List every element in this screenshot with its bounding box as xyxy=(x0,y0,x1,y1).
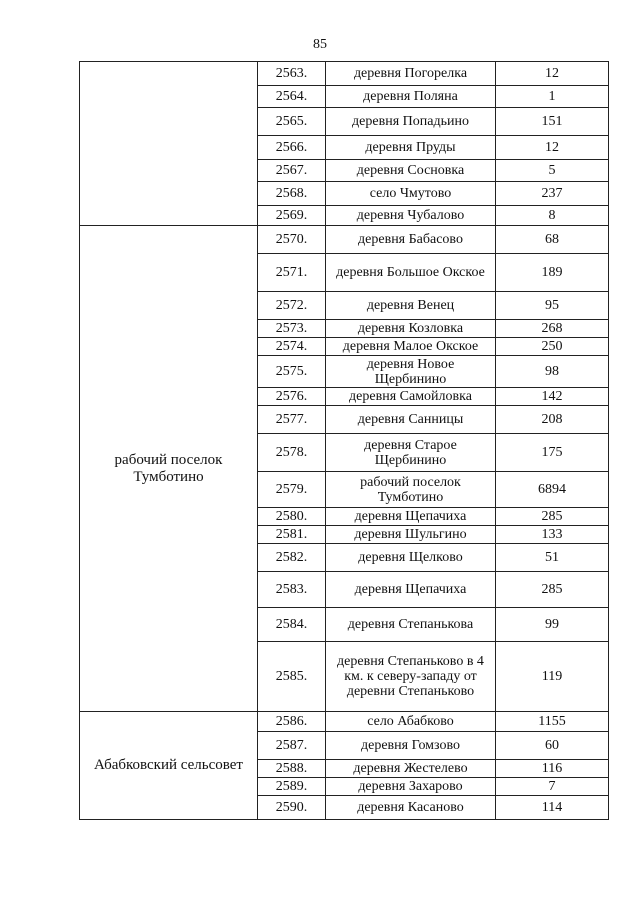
settlement-name-cell: деревня Шульгино xyxy=(326,526,496,544)
population-cell: 175 xyxy=(496,434,609,472)
row-number-cell: 2578. xyxy=(258,434,326,472)
settlement-name-cell: деревня Венец xyxy=(326,292,496,320)
population-cell: 114 xyxy=(496,796,609,820)
population-cell: 95 xyxy=(496,292,609,320)
population-cell: 98 xyxy=(496,356,609,388)
row-number-cell: 2584. xyxy=(258,608,326,642)
settlement-name-cell: деревня Санницы xyxy=(326,406,496,434)
row-number-cell: 2573. xyxy=(258,320,326,338)
settlement-name-cell: село Чмутово xyxy=(326,182,496,206)
population-cell: 151 xyxy=(496,108,609,136)
table-row xyxy=(80,226,609,254)
settlement-name-cell: деревня Чубалово xyxy=(326,206,496,226)
row-number-cell: 2571. xyxy=(258,254,326,292)
population-cell: 133 xyxy=(496,526,609,544)
population-cell: 5 xyxy=(496,160,609,182)
population-cell: 268 xyxy=(496,320,609,338)
settlement-name-cell: деревня Гомзово xyxy=(326,732,496,760)
row-number-cell: 2588. xyxy=(258,760,326,778)
population-cell: 99 xyxy=(496,608,609,642)
settlement-name-cell: деревня Попадьино xyxy=(326,108,496,136)
settlement-name-cell: деревня Поляна xyxy=(326,86,496,108)
row-number-cell: 2589. xyxy=(258,778,326,796)
population-cell: 6894 xyxy=(496,472,609,508)
settlements-table xyxy=(79,61,609,820)
row-number-cell: 2575. xyxy=(258,356,326,388)
settlement-name-cell: деревня Щепачиха xyxy=(326,572,496,608)
settlement-name-cell: деревня Погорелка xyxy=(326,62,496,86)
population-cell: 1155 xyxy=(496,712,609,732)
row-number-cell: 2568. xyxy=(258,182,326,206)
settlement-name-cell: деревня Щелково xyxy=(326,544,496,572)
settlement-name-cell: рабочий поселок Тумботино xyxy=(326,472,496,508)
row-number-cell: 2580. xyxy=(258,508,326,526)
population-cell: 7 xyxy=(496,778,609,796)
row-number-cell: 2564. xyxy=(258,86,326,108)
row-number-cell: 2572. xyxy=(258,292,326,320)
settlement-name-cell: деревня Степанькова xyxy=(326,608,496,642)
row-number-cell: 2583. xyxy=(258,572,326,608)
population-cell: 142 xyxy=(496,388,609,406)
row-number-cell: 2582. xyxy=(258,544,326,572)
row-number-cell: 2581. xyxy=(258,526,326,544)
population-cell: 12 xyxy=(496,136,609,160)
population-cell: 250 xyxy=(496,338,609,356)
row-number-cell: 2574. xyxy=(258,338,326,356)
row-number-cell: 2586. xyxy=(258,712,326,732)
population-cell: 189 xyxy=(496,254,609,292)
row-number-cell: 2587. xyxy=(258,732,326,760)
population-cell: 116 xyxy=(496,760,609,778)
page-number: 85 xyxy=(313,37,327,52)
population-cell: 51 xyxy=(496,544,609,572)
region-cell: рабочий поселок Тумботино xyxy=(80,226,258,712)
settlement-name-cell: деревня Жестелево xyxy=(326,760,496,778)
population-cell: 68 xyxy=(496,226,609,254)
row-number-cell: 2577. xyxy=(258,406,326,434)
population-cell: 208 xyxy=(496,406,609,434)
settlement-name-cell: деревня Пруды xyxy=(326,136,496,160)
row-number-cell: 2563. xyxy=(258,62,326,86)
row-number-cell: 2567. xyxy=(258,160,326,182)
settlement-name-cell: деревня Бабасово xyxy=(326,226,496,254)
settlement-name-cell: деревня Захарово xyxy=(326,778,496,796)
settlement-name-cell: деревня Степаньково в 4 км. к северу-западу от деревни Степаньково xyxy=(326,642,496,712)
population-cell: 60 xyxy=(496,732,609,760)
population-cell: 12 xyxy=(496,62,609,86)
row-number-cell: 2579. xyxy=(258,472,326,508)
settlement-name-cell: деревня Самойловка xyxy=(326,388,496,406)
row-number-cell: 2569. xyxy=(258,206,326,226)
settlement-name-cell: деревня Козловка xyxy=(326,320,496,338)
row-number-cell: 2590. xyxy=(258,796,326,820)
region-cell xyxy=(80,62,258,226)
settlement-name-cell: село Абабково xyxy=(326,712,496,732)
population-cell: 1 xyxy=(496,86,609,108)
row-number-cell: 2585. xyxy=(258,642,326,712)
row-number-cell: 2565. xyxy=(258,108,326,136)
settlement-name-cell: деревня Касаново xyxy=(326,796,496,820)
row-number-cell: 2570. xyxy=(258,226,326,254)
row-number-cell: 2576. xyxy=(258,388,326,406)
settlement-name-cell: деревня Старое Щербинино xyxy=(326,434,496,472)
population-cell: 237 xyxy=(496,182,609,206)
settlement-name-cell: деревня Новое Щербинино xyxy=(326,356,496,388)
row-number-cell: 2566. xyxy=(258,136,326,160)
population-cell: 8 xyxy=(496,206,609,226)
population-cell: 119 xyxy=(496,642,609,712)
settlement-name-cell: деревня Щепачиха xyxy=(326,508,496,526)
settlement-name-cell: деревня Сосновка xyxy=(326,160,496,182)
region-cell: Абабковский сельсовет xyxy=(80,712,258,820)
population-cell: 285 xyxy=(496,572,609,608)
population-cell: 285 xyxy=(496,508,609,526)
table-row xyxy=(80,62,609,86)
table-row xyxy=(80,712,609,732)
settlement-name-cell: деревня Малое Окское xyxy=(326,338,496,356)
settlement-name-cell: деревня Большое Окское xyxy=(326,254,496,292)
